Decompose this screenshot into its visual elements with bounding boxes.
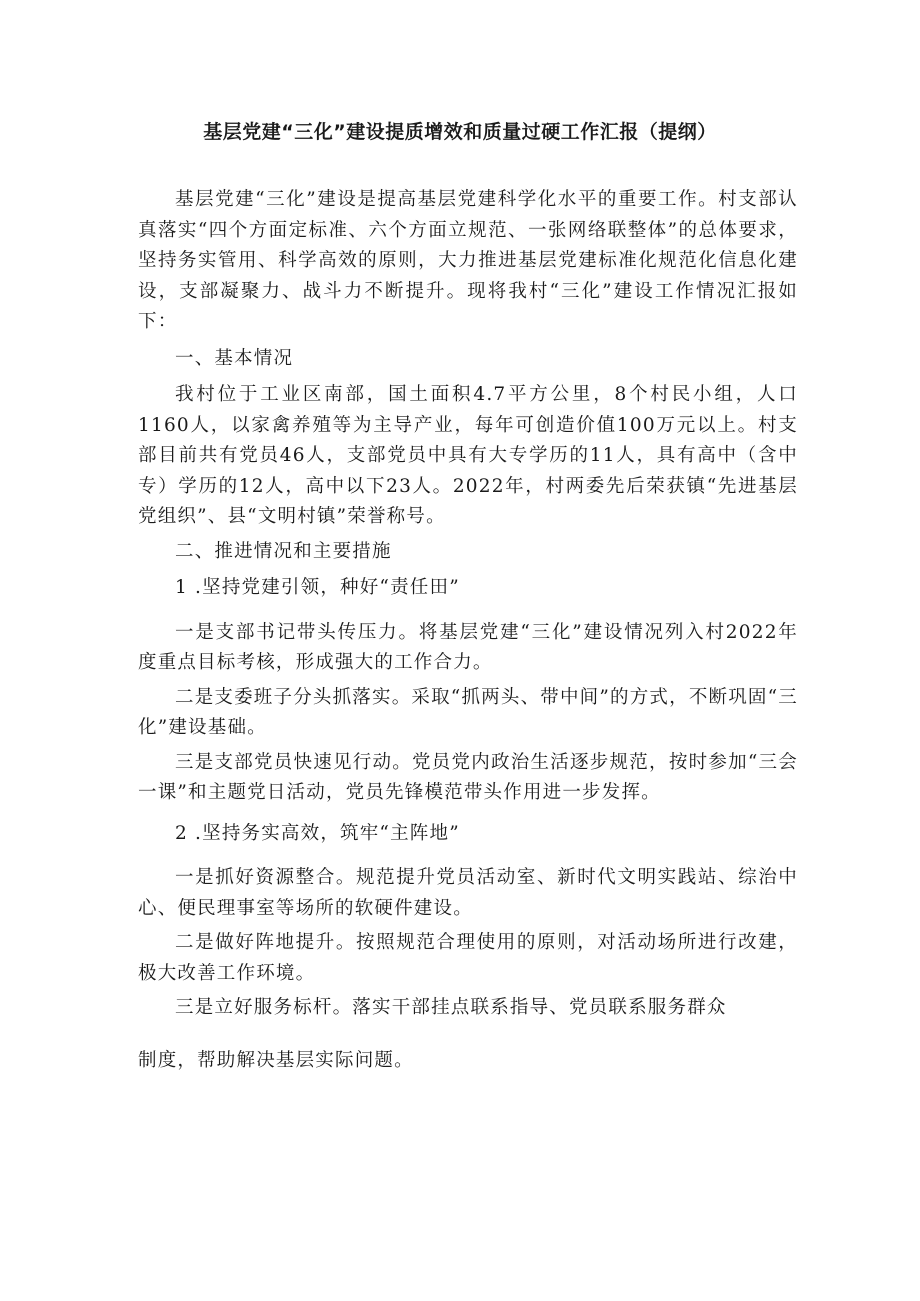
subsection-1-item-2: 二是支委班子分头抓落实。采取“抓两头、带中间”的方式，不断巩固“三化”建设基础。	[138, 686, 798, 738]
subsection-2-item-3-line-2: 制度，帮助解决基层实际问题。	[138, 1049, 414, 1071]
intro-paragraph: 基层党建“三化”建设是提高基层党建科学化水平的重要工作。村支部认真落实“四个方面定标准、六个方面立规范、一张网络联整体”的总体要求，坚持务实管用、科学高效的原则，大力推进基层党建标准化规范化信息化建设，支部凝聚力、战斗力不断提升。现将我村“三化”建设工作情况汇报如下：	[138, 189, 798, 332]
subsection-1-item-1: 一是支部书记带头传压力。将基层党建“三化”建设情况列入村2022年度重点目标考核，形成强大的工作合力。	[138, 621, 798, 673]
subsection-heading-2: 2 .坚持务实高效，筑牢“主阵地”	[175, 822, 460, 844]
subsection-2-item-2: 二是做好阵地提升。按照规范合理使用的原则，对活动场所进行改建，极大改善工作环境。	[138, 932, 798, 984]
section-heading-measures: 二、推进情况和主要措施	[175, 540, 392, 562]
subsection-heading-1: 1 .坚持党建引领，种好“责任田”	[175, 577, 460, 598]
document-body	[138, 185, 798, 1076]
section-basic-situation-text: 我村位于工业区南部，国土面积4.7平方公里，8个村民小组，人口1160人，以家禽养殖等为主导产业，每年可创造价值100万元以上。村支部目前共有党员46人，支部党员中具有大专学历的11人，具有高中（含中专）学历的12人，高中以下23人。2022年，村两委先后荣获镇“先进基层党组织”、县“文明村镇”荣誉称号。	[138, 384, 798, 527]
subsection-2-item-1: 一是抓好资源整合。规范提升党员活动室、新时代文明实践站、综治中心、便民理事室等场所的软硬件建设。	[138, 867, 798, 919]
section-heading-basic-situation: 一、基本情况	[175, 347, 294, 369]
subsection-2-item-3-line-1: 三是立好服务标杆。落实干部挂点联系指导、党员联系服务群众	[175, 997, 727, 1018]
subsection-1-item-3: 三是支部党员快速见行动。党员党内政治生活逐步规范，按时参加“三会一课”和主题党日活动，党员先锋模范带头作用进一步发挥。	[138, 751, 798, 803]
document-title: 基层党建“三化”建设提质增效和质量过硬工作汇报（提纲）	[203, 121, 717, 143]
